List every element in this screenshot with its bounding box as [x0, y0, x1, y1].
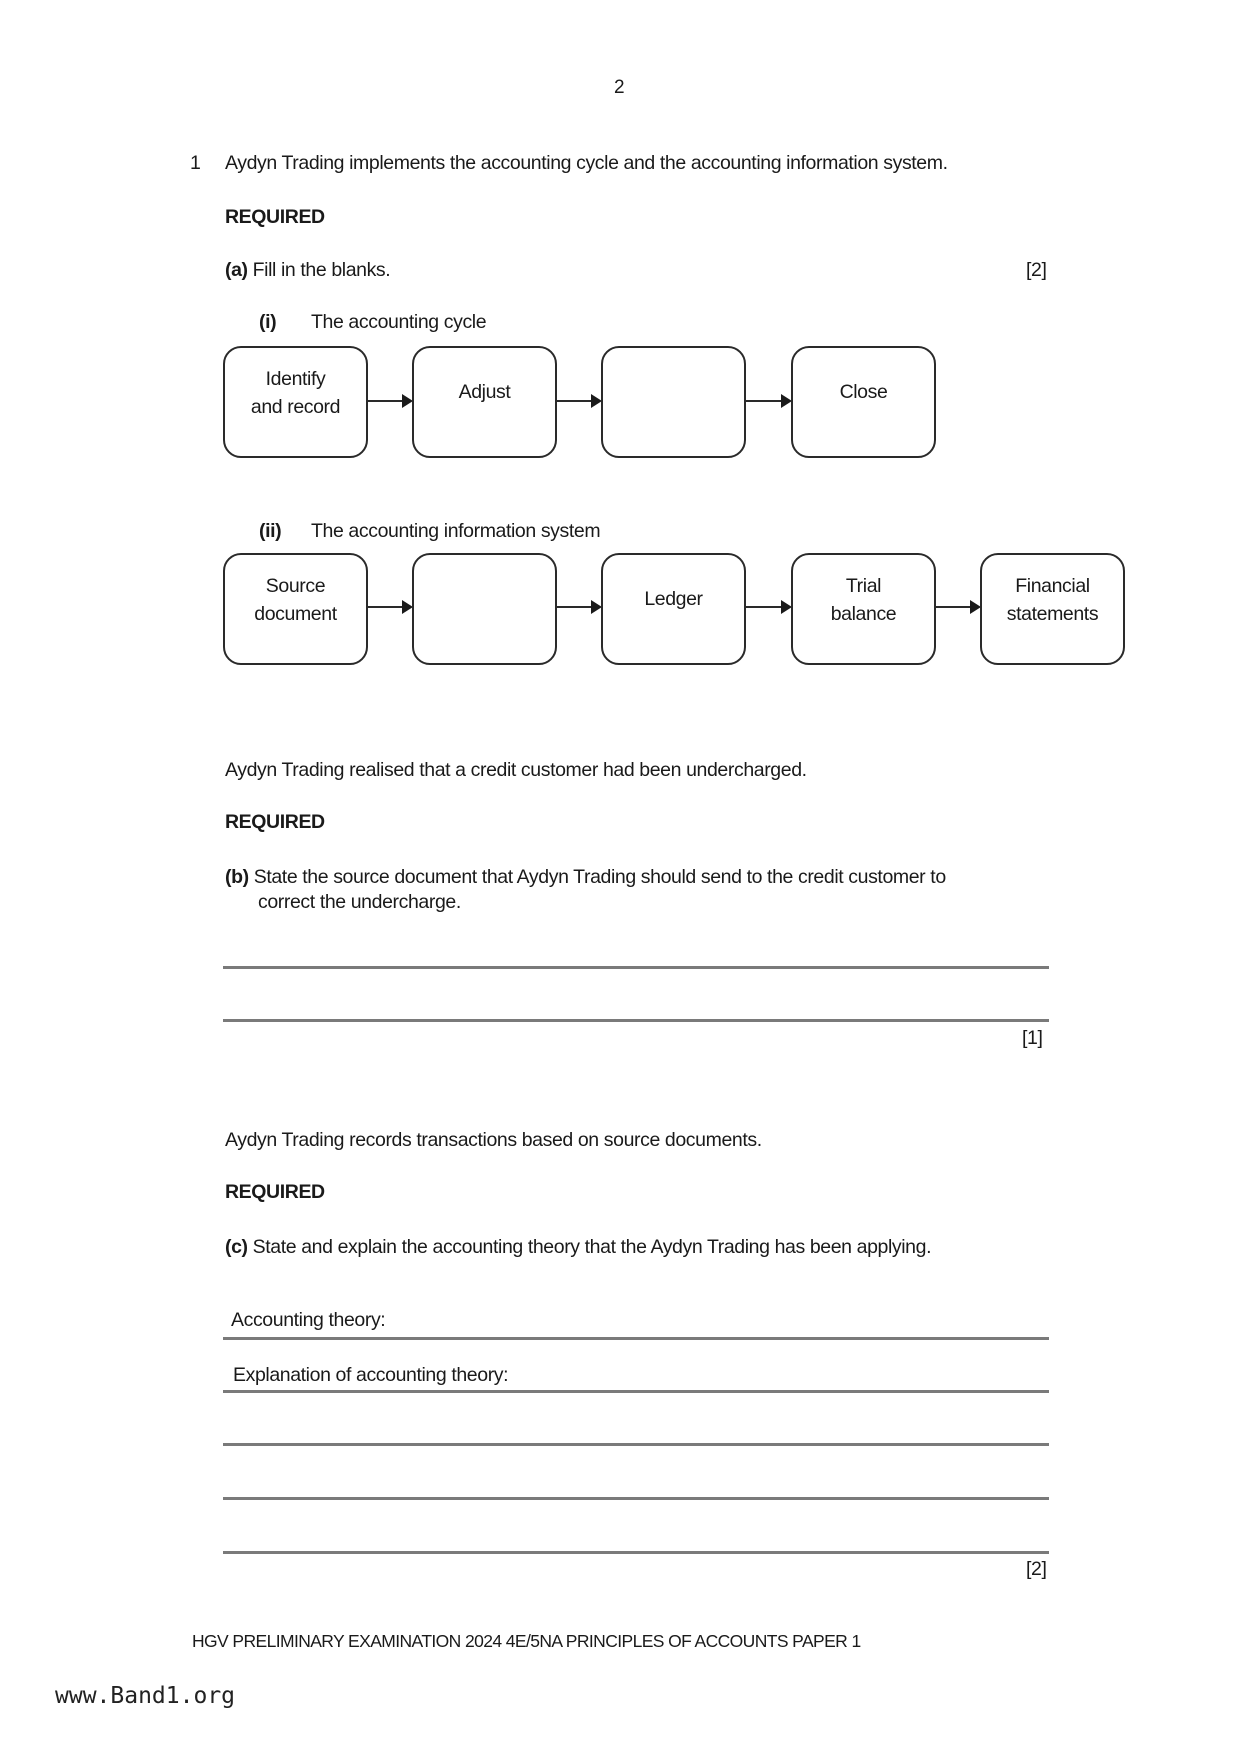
part-b-text-line1: State the source document that Aydyn Trading should send to the credit customer to: [253, 866, 946, 888]
part-c-marks: [2]: [1026, 1558, 1047, 1580]
box-text-line2: balance: [830, 603, 897, 625]
part-c-text: State and explain the accounting theory that the Aydyn Trading has been applying.: [252, 1236, 932, 1258]
watermark: www.Band1.org: [55, 1683, 236, 1709]
part-c-question: [225, 1235, 931, 1259]
box-text-line1: Adjust: [458, 381, 511, 403]
explanation-answer-line-4[interactable]: [223, 1551, 1049, 1554]
answer-line-b-1[interactable]: [223, 966, 1049, 969]
question-number: 1: [190, 152, 201, 174]
arrow-icon: [936, 606, 979, 608]
ais-box-financial-statements: [980, 553, 1125, 665]
part-a-marks: [2]: [1026, 259, 1047, 281]
sub-i-title: The accounting cycle: [311, 311, 487, 333]
sub-ii-title: The accounting information system: [311, 520, 601, 542]
part-a-text: Fill in the blanks.: [252, 259, 391, 281]
part-b-context: Aydyn Trading realised that a credit customer had been undercharged.: [225, 759, 807, 781]
box-text-line1: Source: [265, 575, 326, 597]
cycle-box-adjust: [412, 346, 557, 458]
box-text-line2: statements: [1006, 603, 1099, 625]
part-b-marks: [1]: [1022, 1027, 1043, 1049]
cycle-box-close: [791, 346, 936, 458]
required-heading: REQUIRED: [225, 1181, 325, 1203]
box-text-line1: Financial: [1015, 575, 1090, 597]
answer-line-b-2[interactable]: [223, 1019, 1049, 1022]
accounting-theory-answer-line[interactable]: [223, 1337, 1049, 1340]
explanation-answer-line-2[interactable]: [223, 1443, 1049, 1446]
arrow-icon: [557, 606, 600, 608]
box-text-line1: Close: [839, 381, 888, 403]
box-text-line1: Ledger: [644, 588, 703, 610]
part-a-label: [225, 258, 390, 282]
explanation-label: Explanation of accounting theory:: [233, 1364, 509, 1386]
accounting-theory-label: Accounting theory:: [231, 1309, 386, 1331]
sub-ii-label: (ii): [259, 520, 282, 542]
arrow-icon: [746, 606, 790, 608]
explanation-answer-line-3[interactable]: [223, 1497, 1049, 1500]
required-heading: REQUIRED: [225, 206, 325, 228]
ais-box-blank-input[interactable]: [412, 553, 557, 665]
required-heading: REQUIRED: [225, 811, 325, 833]
part-b-text-line2: correct the undercharge.: [258, 891, 461, 913]
page-footer: HGV PRELIMINARY EXAMINATION 2024 4E/5NA PRINCIPLES OF ACCOUNTS PAPER 1: [192, 1631, 861, 1651]
cycle-box-blank-input[interactable]: [601, 346, 746, 458]
box-text-line2: and record: [250, 396, 341, 418]
cycle-box-identify-record: [223, 346, 368, 458]
box-text-line1: Trial: [845, 575, 882, 597]
box-text-line2: document: [254, 603, 337, 625]
ais-box-trial-balance: [791, 553, 936, 665]
part-c-context: Aydyn Trading records transactions based on source documents.: [225, 1129, 762, 1151]
box-text-line1: Identify: [265, 368, 326, 390]
ais-box-ledger: [601, 553, 746, 665]
question-intro: Aydyn Trading implements the accounting cycle and the accounting information system.: [225, 152, 948, 174]
sub-i-label: (i): [259, 311, 277, 333]
explanation-answer-line-1[interactable]: [223, 1390, 1049, 1393]
part-b-letter: (b): [225, 866, 249, 888]
part-b-question: [225, 865, 946, 889]
arrow-icon: [557, 400, 600, 402]
arrow-icon: [368, 606, 411, 608]
part-a-letter: (a): [225, 259, 248, 281]
page-number: 2: [614, 77, 625, 98]
arrow-icon: [746, 400, 790, 402]
arrow-icon: [368, 400, 411, 402]
part-c-letter: (c): [225, 1236, 248, 1258]
ais-box-source-document: [223, 553, 368, 665]
